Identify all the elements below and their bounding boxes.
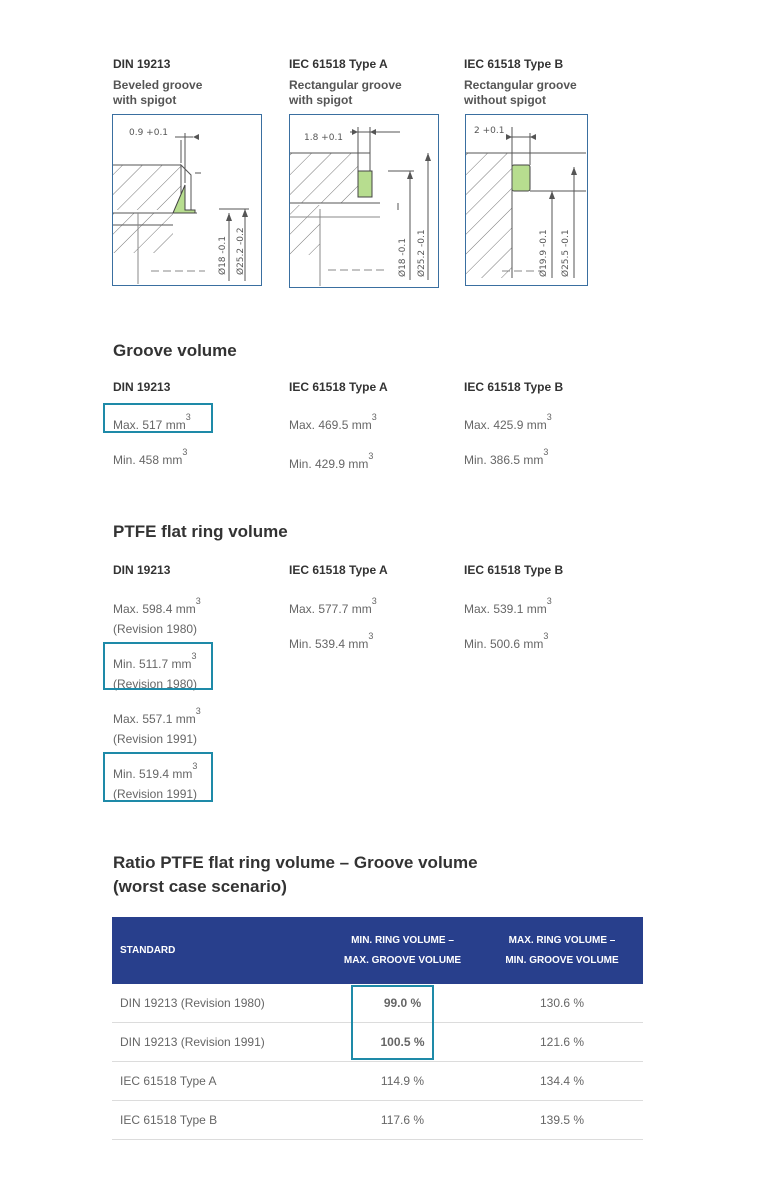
- groove-iec-a-min: Min. 429.9 $mm^3$: [289, 451, 374, 471]
- ptfe-iec-b-min: Min. 500.6 $mm^3$: [464, 631, 549, 651]
- ptfe-iec-a-min: Min. 539.4 $mm^3$: [289, 631, 374, 651]
- row-max-min-value: 130.6 %: [481, 984, 643, 1023]
- row-max-min-value: 139.5 %: [481, 1101, 643, 1140]
- header-min-ring-max-groove: MIN. RING VOLUME – MAX. GROOVE VOLUME: [324, 917, 481, 984]
- din-gap-label: 0.9 +0.1: [129, 128, 169, 138]
- highlight-critical-ratios: [351, 985, 434, 1060]
- header-max-ring-min-groove: MAX. RING VOLUME – MIN. GROOVE VOLUME: [481, 917, 643, 984]
- iec-b-d1-label: Ø19.9 -0.1: [539, 229, 549, 277]
- row-standard: DIN 19213 (Revision 1991): [112, 1023, 324, 1062]
- ptfe-din-entry-2: Min. 511.7 $mm^3$ (Revision 1980): [113, 651, 198, 691]
- row-min-max-value: 114.9 %: [324, 1062, 481, 1101]
- ptfe-din-entry-1: Max. 598.4 $mm^3$ (Revision 1980): [113, 596, 201, 636]
- groove-din-max: Max. 517 $mm^3$: [113, 412, 191, 432]
- row-standard: IEC 61518 Type A: [112, 1062, 324, 1101]
- groove-col-iec-b: IEC 61518 Type B: [464, 380, 564, 394]
- groove-iec-a-max: Max. 469.5 $mm^3$: [289, 412, 377, 432]
- ptfe-col-iec-a: IEC 61518 Type A: [289, 563, 388, 577]
- standard-desc-iec-b-1: Rectangular groove: [464, 78, 577, 92]
- row-min-max-value: 117.6 %: [324, 1101, 481, 1140]
- row-standard: DIN 19213 (Revision 1980): [112, 984, 324, 1023]
- ptfe-iec-b-max: Max. 539.1 $mm^3$: [464, 596, 552, 616]
- diagram-iec-61518-type-b: [465, 114, 588, 286]
- row-max-min-value: 121.6 %: [481, 1023, 643, 1062]
- ratio-heading-line1: Ratio PTFE flat ring volume – Groove volume: [113, 853, 478, 872]
- row-standard: IEC 61518 Type B: [112, 1101, 324, 1140]
- din-d2-label: Ø25.2 -0.2: [236, 227, 246, 275]
- highlight-groove-din-max: [103, 403, 213, 433]
- row-min-max-value: 100.5 %: [324, 1023, 481, 1062]
- row-max-min-value: 134.4 %: [481, 1062, 643, 1101]
- standard-desc-iec-a-1: Rectangular groove: [289, 78, 402, 92]
- diagram-din-19213: [112, 114, 262, 286]
- ptfe-din-entry-4: Min. 519.4 $mm^3$ (Revision 1991): [113, 761, 198, 801]
- diagram-iec-61518-type-a: [289, 114, 439, 288]
- iec-b-gap-label: 2 +0.1: [474, 126, 505, 136]
- table-row: [112, 1062, 643, 1101]
- groove-col-din: DIN 19213: [113, 380, 171, 394]
- standard-desc-iec-a-2: with spigot: [289, 93, 353, 107]
- highlight-ptfe-din-min-1991: [103, 752, 213, 802]
- standard-title-din: DIN 19213: [113, 57, 171, 71]
- ratio-heading-line2: (worst case scenario): [113, 877, 287, 896]
- standard-desc-din-1: Beveled groove: [113, 78, 203, 92]
- groove-col-iec-a: IEC 61518 Type A: [289, 380, 388, 394]
- standard-desc-iec-b-2: without spigot: [464, 93, 546, 107]
- table-row: [112, 1101, 643, 1140]
- ptfe-iec-a-max: Max. 577.7 $mm^3$: [289, 596, 377, 616]
- groove-volume-heading: Groove volume: [113, 341, 237, 360]
- iec-a-d2-label: Ø25.2 -0.1: [417, 229, 427, 277]
- header-standard: STANDARD: [112, 917, 324, 984]
- ptfe-col-iec-b: IEC 61518 Type B: [464, 563, 564, 577]
- standard-desc-din-2: with spigot: [113, 93, 177, 107]
- din-d1-label: Ø18 -0.1: [218, 236, 228, 275]
- ptfe-volume-heading: PTFE flat ring volume: [113, 522, 288, 541]
- standard-title-iec-b: IEC 61518 Type B: [464, 57, 564, 71]
- row-min-max-value: 99.0 %: [324, 984, 481, 1023]
- iec-a-gap-label: 1.8 +0.1: [304, 133, 344, 143]
- groove-din-min: Min. 458 $mm^3$: [113, 447, 188, 467]
- highlight-ptfe-din-min-1980: [103, 642, 213, 690]
- ptfe-din-entry-3: Max. 557.1 $mm^3$ (Revision 1991): [113, 706, 201, 746]
- iec-b-d2-label: Ø25.5 -0.1: [561, 229, 571, 277]
- ratio-table-header-row: [112, 917, 643, 984]
- ptfe-col-din: DIN 19213: [113, 563, 171, 577]
- standard-title-iec-a: IEC 61518 Type A: [289, 57, 388, 71]
- groove-iec-b-min: Min. 386.5 $mm^3$: [464, 447, 549, 467]
- groove-iec-b-max: Max. 425.9 $mm^3$: [464, 412, 552, 432]
- iec-a-d1-label: Ø18 -0.1: [398, 238, 408, 277]
